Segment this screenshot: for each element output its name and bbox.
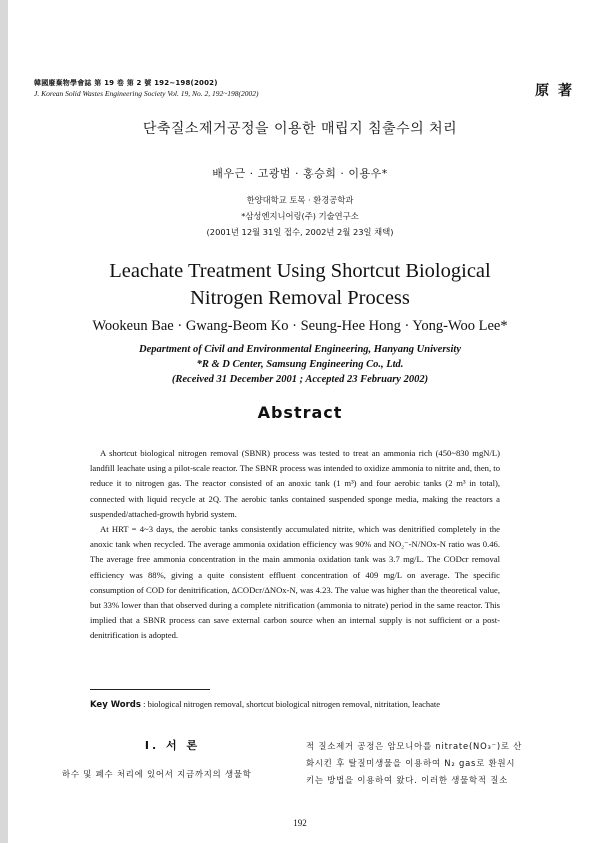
intro-right-column (306, 738, 544, 789)
keywords (90, 699, 510, 710)
intro-right-line: 화시킨 후 탈질미생물을 이용하여 N₂ gas로 환원시 (306, 758, 516, 768)
abstract-paragraph: A shortcut biological nitrogen removal (SBNR) process was tested to treat an ammonia rich (450~830 mgN/L) landfill leachate using a pilot-scale reactor. The SBNR process was intended to oxidize ammonia to nitrite and, then, to reduce it to nitrogen gas. The reactor consisted of an anoxic tank (1 m³) and four aerobic tanks (2 m³ in total), connected with liquid recycle at 2Q. The aerobic tanks contained suspended sponge media, making the reactors a suspended/attached-growth hybrid system. (90, 448, 500, 519)
intro-right-line: 적 질소제거 공정은 암모니아를 nitrate(NO₃⁻)로 산 (306, 741, 523, 751)
affiliation-english-line: Department of Civil and Environmental Engineering, Hanyang University (138, 344, 462, 355)
abstract-paragraph: At HRT = 4~3 days, the aerobic tanks consistently accumulated nitrite, which was denitrified completely in the anoxic tank when recycled. The average ammonia oxidation efficiency was 90% and NO₂⁻-N/NOx-N ratio was 0.46. The average free ammonia concentration in the main ammonia oxidation tank was 3.7 mg/L. The CODcr removal efficiency was 88%, giving a quite consistent effluent concentration of 409 mg/L on average. The specific consumption of COD for denitrification, ΔCODcr/ΔNOx-N, was 4.23. The value was higher than the theoretical value, but 33% lower than that observed during a complete nitrification (ammonia to nitrate) period in the same reactor. This implied that a SBNR process can save external carbon source when an internal supply is not sufficient or a post-denitrification is adopted. (90, 524, 500, 641)
divider-rule (90, 689, 210, 690)
section-heading-introduction: I. 서 론 (144, 739, 201, 752)
abstract-body (90, 446, 500, 644)
affiliation-korean-line: 한양대학교 토목 · 환경공학과 (246, 195, 354, 205)
page-number: 192 (293, 818, 307, 828)
authors-korean: 배우근 · 고광범 · 홍승희 · 이용우* (212, 167, 388, 180)
intro-left-column: 하수 및 폐수 처리에 있어서 지금까지의 생물학 (62, 769, 252, 779)
affiliation-korean-line: *삼성엔지니어링(주) 기술연구소 (241, 211, 359, 221)
abstract-heading: Abstract (257, 403, 343, 422)
received-date-korean: (2001년 12월 31일 접수, 2002년 2월 23일 채택) (206, 227, 394, 237)
keywords-text: : biological nitrogen removal, shortcut biological nitrogen removal, nitritation, leachate (143, 699, 441, 709)
journal-header (34, 78, 574, 99)
journal-citation-korean: 韓國廢棄物學會誌 第 19 卷 第 2 號 192~198(2002) (34, 79, 218, 87)
title-english (0, 258, 600, 312)
received-date-english: (Received 31 December 2001 ; Accepted 23 February 2002) (171, 374, 429, 385)
affiliation-korean (0, 192, 600, 240)
title-english-line: Nitrogen Removal Process (190, 287, 410, 309)
affiliation-english-line: *R & D Center, Samsung Engineering Co., Ltd. (196, 359, 404, 370)
intro-right-line: 키는 방법을 이용하여 왔다. 이러한 생물학적 질소 (306, 775, 509, 785)
article-type-stamp: 原 著 (535, 83, 574, 99)
title-english-line: Leachate Treatment Using Shortcut Biological (109, 260, 491, 282)
journal-citation-english: J. Korean Solid Wastes Engineering Society Vol. 19, No. 2, 192~198(2002) (34, 89, 259, 98)
authors-english: Wookeun Bae · Gwang-Beom Ko · Seung-Hee Hong · Yong-Woo Lee* (92, 318, 508, 334)
title-korean: 단축질소제거공정을 이용한 매립지 침출수의 처리 (142, 121, 458, 137)
affiliation-english (0, 342, 600, 387)
keywords-label: Key Words (90, 700, 141, 710)
